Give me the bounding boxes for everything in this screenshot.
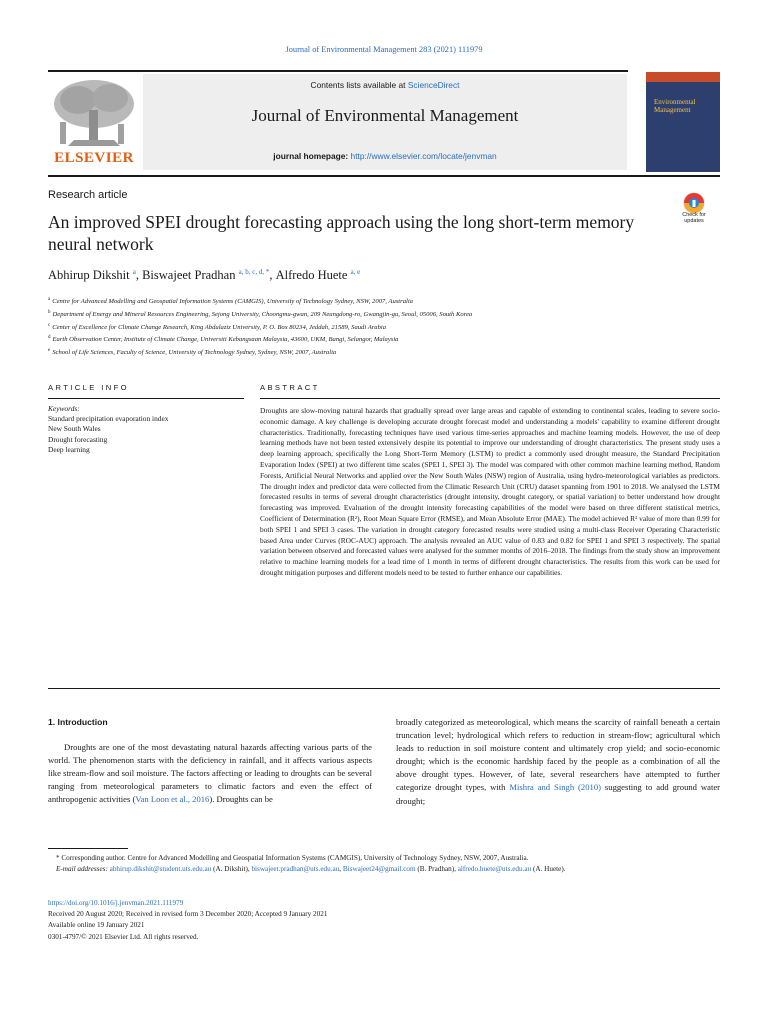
article-info-heading: ARTICLE INFO — [48, 383, 129, 392]
email-link[interactable]: Biswajeet24@gmail.com — [342, 865, 416, 874]
abstract-text: Droughts are slow-moving natural hazards that gradually spread over large areas and capable of extending to continental scales, leading to severe socio-economic damage. A key challenge is developing accurate drought forecast model and understanding a models' capability to examine different drought characteristics. Traditionally, forecasting techniques have used various time-series approaches and machine learning models. However, the use of deep learning methods have not been tested extensively despite its potential to improve our understanding of drought characteristics. The present study uses a deep learning approach, specifically the Long Short-Term Memory (LSTM) to predict a commonly used drought measure, the Standard Precipitation Evaporation Index (SPEI) at two different time scales (SPEI 1, SPEI 3). The model was compared with other common machine learning method, Random Forests, Artificial Neural Networks and applied over the New South Wales (NSW) region of Australia, using hydro-meteorological variables as predictors. The drought index and predictor data were collected from the Climatic Research Unit (CRU) dataset spanning from 1901 to 2018. We analysed the LSTM forecasted results in terms of several drought characteristics (drought intensity, drought category, or spatial variation) to better understand how drought forecasting was improved. Evaluation of the drought intensity forecasting capabilities of the model were based on three different statistical metrics, Coefficient of Determination (R²), Root Mean Square Error (RMSE), and Mean Absolute Error (MAE). The model achieved R² value of more than 0.99 for both SPEI 1 and SPEI 3 cases. The variation in drought category forecasted results were studied using a multi-class Receiver Operating Characteristic based Area under Curves (ROC-AUC) approach. The analysis revealed an AUC value of 0.83 and 0.82 for SPEI 1 and SPEI 3 respectively. The spatial variation between observed and forecasted values were analysed for the summer months of 2016–2018. The findings from the study show an improvement relative to machine learning models for a lead time of 1 month in terms of different drought characteristics. The results from this work can be used for drought mitigation purposes and different models need to be tested to further enhance our capabilities. — [260, 406, 720, 577]
crossmark-label[interactable]: Check for updates — [682, 212, 706, 224]
received-dates: Received 20 August 2020; Received in revised form 3 December 2020; Accepted 9 January 2021 — [48, 910, 328, 919]
introduction-heading: 1. Introduction — [48, 717, 108, 727]
keyword-item: New South Wales — [48, 424, 101, 434]
body-column-left — [48, 716, 372, 807]
article-info-rule — [48, 398, 244, 399]
email-link[interactable]: abhirup.dikshit@student.uts.edu.au — [109, 865, 212, 874]
header-bottom-rule — [48, 175, 720, 177]
intro-paragraph: Droughts are one of the most devastating natural hazards affecting various parts of the world. The phenomenon starts with the deficiency in rainfall, and it affects various aspects like stream-flow and soil moisture. The factors affecting or leading to droughts can be several ranging from meteorological parameters to climatic factors and even the effect of anthropogenic activities (Van Loon et al., 2016). Droughts can be — [48, 742, 372, 805]
cover-title: Environmental Management — [654, 98, 696, 114]
journal-cover-thumbnail[interactable] — [646, 72, 720, 172]
keywords-block — [48, 404, 248, 455]
homepage-link[interactable]: http://www.elsevier.com/locate/jenvman — [350, 151, 497, 161]
email-link[interactable]: biswajeet.pradhan@uts.edu.au — [251, 865, 340, 874]
author-affiliation-marks[interactable]: a, b, c, d, * — [238, 268, 270, 276]
author-name: Biswajeet Pradhan — [142, 268, 236, 283]
publication-info — [48, 898, 720, 943]
author-name: Alfredo Huete — [275, 268, 348, 283]
affiliation-item: $^c$ Center of Excellence for Climate Change Research, King Abdulaziz University, P. O. Box 80234, Jeddah, 21589, Saudi Arabia — [48, 322, 387, 331]
contents-prefix: Contents lists available at — [310, 80, 408, 90]
author-affiliation-marks[interactable]: a, e — [350, 268, 361, 276]
online-date: Available online 19 January 2021 — [48, 921, 145, 930]
keyword-item: Deep learning — [48, 444, 90, 454]
affiliation-item: $^d$ Earth Observation Center, Institute of Climate Change, Universiti Kebangsaan Malaysia, 43600, UKM, Bangi, Selangor, Malaysia — [48, 335, 399, 344]
sciencedirect-link[interactable]: ScienceDirect — [407, 80, 460, 90]
affiliation-item: $^e$ School of Life Sciences, Faculty of Science, University of Technology Sydney, Sydney, NSW, 2007, Australia — [48, 348, 337, 357]
footnotes — [48, 853, 720, 876]
abstract-end-rule — [48, 688, 720, 689]
email-addresses: E-mail addresses: abhirup.dikshit@student.uts.edu.au (A. Dikshit), biswajeet.pradhan@uts.edu.au, Biswajeet24@gmail.com (B. Pradhan), alfredo.huete@uts.edu.au (A. Huete). — [56, 865, 566, 874]
journal-homepage-line — [143, 151, 627, 161]
journal-title: Journal of Environmental Management — [251, 106, 519, 125]
elsevier-wordmark: ELSEVIER — [54, 150, 134, 166]
keyword-item: Standard precipitation evaporation index — [48, 414, 169, 424]
keyword-item: Drought forecasting — [48, 434, 108, 444]
citation-link[interactable]: Van Loon et al., 2016 — [135, 794, 210, 805]
homepage-label: journal homepage: — [273, 151, 349, 161]
affiliation-list — [48, 295, 728, 359]
affiliation-item: $^b$ Department of Energy and Mineral Resources Engineering, Sejong University, Choongmu-gwan, 209 Neungdong-ro, Gwangjin-gu, Seoul, 05006, South Korea — [48, 309, 473, 318]
citation-link[interactable]: Mishra and Singh (2010) — [509, 782, 601, 793]
journal-masthead — [143, 74, 627, 170]
corresponding-author-note: * Corresponding author. Centre for Advanced Modelling and Geospatial Information Systems (CAMGIS), University of Technology Sydney, NSW, 2007, Australia. — [56, 854, 529, 862]
copyright-line: 0301-4797/© 2021 Elsevier Ltd. All rights reserved. — [48, 932, 199, 941]
abstract-rule — [260, 398, 720, 399]
author-name: Abhirup Dikshit — [48, 268, 130, 283]
doi-link[interactable]: https://doi.org/10.1016/j.jenvman.2021.111979 — [48, 899, 184, 907]
footnote-rule — [48, 848, 128, 849]
abstract-heading: ABSTRACT — [260, 383, 320, 392]
cover-band — [646, 72, 720, 82]
affiliation-item: $^a$ Centre for Advanced Modelling and Geospatial Information Systems (CAMGIS), University of Technology Sydney, NSW, 2007, Australia — [48, 297, 413, 306]
journal-citation[interactable]: Journal of Environmental Management 283 (2021) 111979 — [285, 45, 483, 54]
author-list: Abhirup Dikshit $^a$, Biswajeet Pradhan $^{a, b, c, d, *}$, Alfredo Huete $^{a, e}$ — [48, 268, 361, 283]
article-title: An improved SPEI drought forecasting approach using the long short-term memory neural network — [48, 212, 635, 254]
email-link[interactable]: alfredo.huete@uts.edu.au — [457, 865, 532, 874]
keywords-label: Keywords: — [48, 404, 80, 413]
article-type: Research article — [48, 189, 128, 201]
header-top-rule — [48, 70, 628, 72]
contents-available-line — [143, 80, 627, 90]
author-affiliation-marks[interactable]: a — [132, 268, 136, 276]
intro-paragraph-continued: broadly categorized as meteorological, which means the scarcity of rainfall beneath a certain truncation level; hydrological which refers to reduction in stream-flow; agricultural which leads to reduction in soil moisture content and ultimately crop yield; and socio-economic drought; which is the economic hardship faced by the people as a combination of all the above drought types. However, of late, several researchers have attempted to further categorize drought types, with Mishra and Singh (2010) suggesting to add ground water drought; — [396, 717, 721, 806]
body-column-right — [396, 716, 720, 808]
